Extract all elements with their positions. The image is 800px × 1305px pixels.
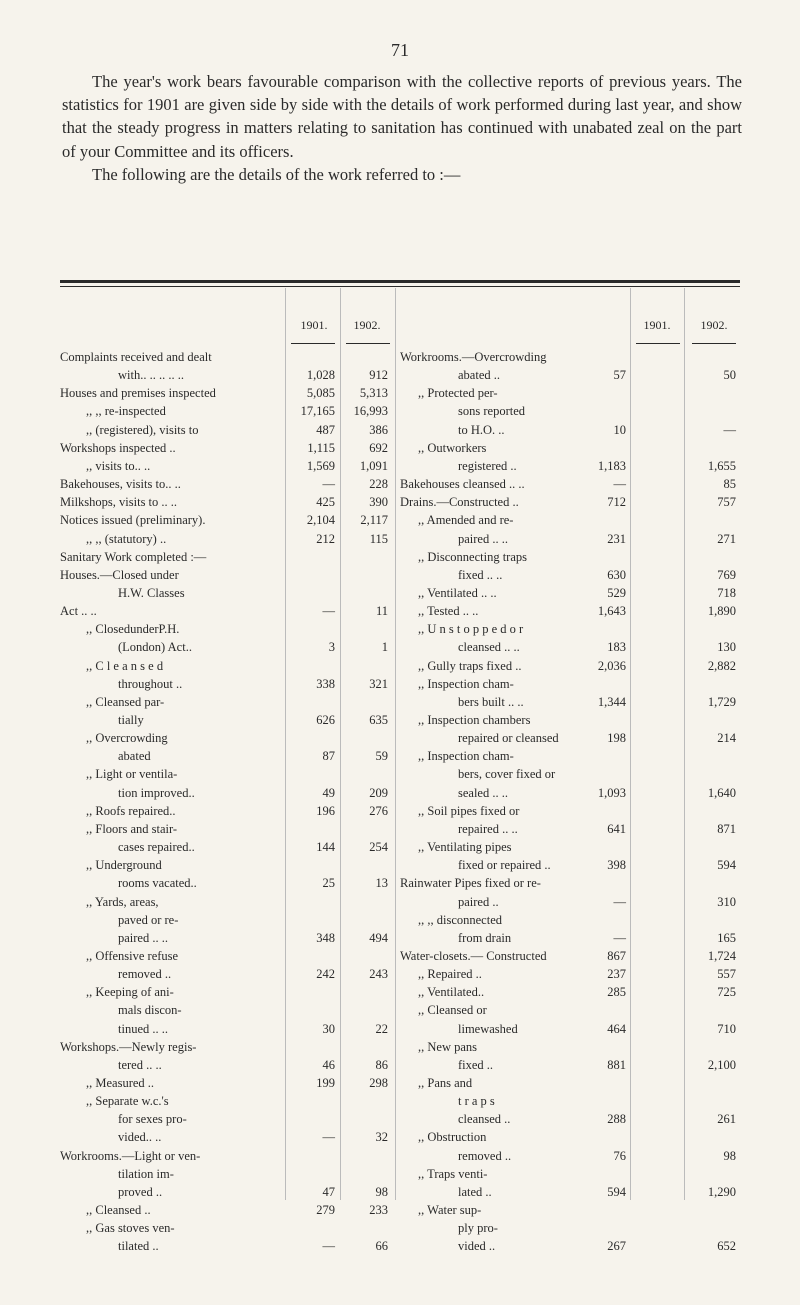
row-label: Bakehouses cleansed .. .. (400, 477, 525, 492)
table-row (0, 729, 800, 747)
table-row (0, 421, 800, 439)
row-label: ,, Separate w.c.'s (86, 1094, 169, 1109)
value-1901: 2,104 (306, 513, 335, 528)
value-1902: 718 (717, 585, 736, 600)
row-label: cleansed .. (458, 1112, 511, 1127)
row-label: ,, Outworkers (418, 440, 487, 455)
value-1902: 652 (717, 1239, 736, 1254)
value-1902: 725 (717, 985, 736, 1000)
value-1902: 13 (375, 876, 388, 891)
row-label: ,, Inspection cham- (418, 749, 514, 764)
table-row (0, 711, 800, 729)
row-label: ,, Cleansed par- (86, 694, 165, 709)
value-1902: 871 (717, 821, 736, 836)
row-label: ,, Cleansed .. (86, 1203, 151, 1218)
table-row (0, 838, 800, 856)
value-1901: 285 (607, 985, 626, 1000)
value-1902: 276 (369, 803, 388, 818)
row-label: ,, ,, (statutory) .. (86, 531, 167, 546)
value-1901: 30 (322, 1021, 335, 1036)
value-1901: 25 (322, 876, 335, 891)
table-row (0, 348, 800, 366)
value-1902: 98 (723, 1148, 736, 1163)
value-1901: 1,093 (597, 785, 626, 800)
row-label: throughout .. (118, 676, 183, 691)
value-1902: 50 (723, 368, 736, 383)
row-label: paved or re- (118, 912, 179, 927)
value-1901: — (322, 477, 335, 492)
table-row (0, 366, 800, 384)
row-label: ,, Gas stoves ven- (86, 1221, 175, 1236)
value-1902: 261 (717, 1112, 736, 1127)
value-1901: 10 (613, 422, 626, 437)
value-1902: 11 (375, 604, 388, 619)
table-top-rule-thin (60, 286, 740, 287)
value-1901: 881 (607, 1057, 626, 1072)
value-1902: 2,117 (360, 513, 388, 528)
value-1901: 144 (316, 840, 335, 855)
value-1901: 1,344 (597, 694, 626, 709)
table-row (0, 747, 800, 765)
row-label: ,, Underground (86, 858, 162, 873)
row-label: ,, Floors and stair- (86, 821, 178, 836)
row-label: ,, Ventilating pipes (418, 840, 512, 855)
row-label: abated .. (458, 368, 500, 383)
row-label: mals discon- (118, 1003, 182, 1018)
table-row (0, 584, 800, 602)
value-1901: 242 (316, 967, 335, 982)
row-label: ,, Measured .. (86, 1076, 155, 1090)
row-label: Workrooms.—Light or ven- (60, 1148, 201, 1163)
value-1902: 1,729 (707, 694, 736, 709)
row-label: fixed or repaired .. (458, 858, 551, 873)
row-label: rooms vacated.. (118, 876, 197, 891)
row-label: with.. .. .. .. .. (118, 368, 184, 383)
header-underline (346, 343, 390, 344)
row-label: repaired .. .. (458, 821, 518, 836)
value-1901: 46 (322, 1057, 335, 1072)
row-label: ,, Overcrowding (86, 731, 168, 746)
table-row (0, 693, 800, 711)
row-label: limewashed (458, 1021, 518, 1036)
table-row (0, 1237, 800, 1255)
value-1902: 1,890 (707, 604, 736, 619)
value-1902: — (723, 422, 736, 437)
table-row (0, 983, 800, 1001)
table-row (0, 493, 800, 511)
value-1902: 310 (717, 894, 736, 909)
table-row (0, 1020, 800, 1038)
value-1901: 76 (613, 1148, 626, 1163)
row-label: Milkshops, visits to .. .. (60, 495, 178, 510)
value-1901: — (322, 1130, 335, 1145)
row-label: Houses and premises inspected (60, 386, 216, 401)
value-1902: 5,313 (359, 386, 388, 401)
row-label: registered .. (458, 458, 517, 473)
value-1901: 1,183 (597, 458, 626, 473)
value-1901: 487 (316, 422, 335, 437)
value-1902: 66 (375, 1239, 388, 1254)
table-row (0, 530, 800, 548)
row-label: Workrooms.—Overcrowding (400, 350, 547, 364)
row-label: ,, Amended and re- (418, 513, 514, 528)
row-label: lated .. (458, 1184, 492, 1199)
value-1901: 398 (607, 858, 626, 873)
row-label: tilation im- (118, 1166, 174, 1181)
row-label: repaired or cleansed (458, 731, 559, 746)
value-1901: 279 (316, 1203, 335, 1218)
value-1901: 641 (607, 821, 626, 836)
row-label: ,, Ventilated .. .. (418, 585, 497, 600)
row-label: ,, C l e a n s e d (86, 658, 164, 673)
row-label: Water-closets.— Constructed (400, 948, 547, 963)
row-label: removed .. (118, 967, 172, 982)
table-row (0, 1201, 800, 1219)
value-1901: 87 (322, 749, 335, 764)
value-1901: 1,643 (597, 604, 626, 619)
row-label: ,, Yards, areas, (86, 894, 159, 909)
value-1901: 288 (607, 1112, 626, 1127)
row-label: ,, (registered), visits to (86, 422, 199, 437)
value-1902: 635 (369, 713, 388, 727)
row-label: tion improved.. (118, 785, 195, 800)
value-1902: 22 (375, 1021, 388, 1036)
table-row (0, 874, 800, 892)
row-label: t r a p s (458, 1094, 495, 1109)
row-label: tially (118, 713, 144, 727)
right-header-1901: 1901. (643, 318, 671, 332)
table-row (0, 402, 800, 420)
row-label: ,, New pans (418, 1039, 478, 1054)
intro-paragraph-2: The following are the details of the work referred to :— (92, 164, 461, 184)
row-label: Rainwater Pipes fixed or re- (400, 876, 541, 891)
value-1901: 198 (607, 731, 626, 746)
value-1902: 386 (369, 422, 388, 437)
table-row (0, 675, 800, 693)
row-label: to H.O. .. (458, 422, 505, 437)
value-1902: 209 (369, 785, 388, 800)
value-1902: 557 (717, 967, 736, 982)
header-underline (692, 343, 736, 344)
row-label: Bakehouses, visits to.. .. (60, 477, 181, 492)
table-row (0, 802, 800, 820)
value-1902: 1,640 (707, 785, 736, 800)
value-1901: 2,036 (597, 658, 626, 673)
row-label: ,, Disconnecting traps (418, 549, 528, 564)
row-label: ,, ,, disconnected (418, 912, 503, 927)
row-label: cleansed .. .. (458, 640, 520, 655)
value-1901: 425 (316, 495, 335, 510)
value-1902: 86 (375, 1057, 388, 1072)
row-label: (London) Act.. (118, 640, 192, 655)
value-1902: 390 (369, 495, 388, 510)
row-label: vided .. (458, 1239, 496, 1254)
table-row (0, 1056, 800, 1074)
table-row (0, 911, 800, 929)
table-row (0, 1128, 800, 1146)
row-label: ,, Pans and (418, 1076, 473, 1090)
row-label: paired .. (458, 894, 499, 909)
row-label: ,, Ventilated.. (418, 985, 485, 1000)
row-label: sons reported (458, 404, 525, 419)
table-row (0, 929, 800, 947)
value-1901: 17,165 (300, 404, 335, 419)
row-label: ,, Gully traps fixed .. (418, 658, 522, 673)
row-label: ,, Keeping of ani- (86, 985, 174, 1000)
value-1902: 165 (717, 930, 736, 945)
row-label: Drains.—Constructed .. (400, 495, 519, 510)
row-label: ,, Protected per- (418, 386, 498, 401)
row-label: ,, Cleansed or (418, 1003, 487, 1018)
row-label: ply pro- (458, 1221, 498, 1236)
table-row (0, 1219, 800, 1237)
row-label: sealed .. .. (458, 785, 508, 800)
row-label: ,, visits to.. .. (86, 458, 151, 473)
table-row (0, 947, 800, 965)
row-label: paired .. .. (118, 930, 168, 945)
value-1901: 867 (607, 948, 626, 963)
row-label: bers, cover fixed or (458, 767, 556, 782)
value-1901: 3 (328, 640, 335, 655)
table-row (0, 657, 800, 675)
row-label: proved .. (118, 1184, 163, 1199)
row-label: paired .. .. (458, 531, 508, 546)
row-label: for sexes pro- (118, 1112, 187, 1127)
value-1902: 298 (369, 1076, 388, 1090)
value-1902: 2,100 (707, 1057, 736, 1072)
row-label: ,, Water sup- (418, 1203, 482, 1218)
value-1901: 49 (322, 785, 335, 800)
value-1902: 769 (717, 567, 736, 582)
value-1901: — (322, 604, 335, 619)
row-label: ,, ClosedunderP.H. (86, 622, 180, 637)
table-row (0, 384, 800, 402)
table-row (0, 1147, 800, 1165)
row-label: Notices issued (preliminary). (60, 513, 206, 528)
page-number: 71 (391, 40, 409, 60)
row-label: ,, Obstruction (418, 1130, 487, 1145)
table-row (0, 1183, 800, 1201)
row-label: removed .. (458, 1148, 512, 1163)
value-1901: 348 (316, 930, 335, 945)
row-label: H.W. Classes (118, 585, 185, 600)
row-label: from drain (458, 930, 512, 945)
row-label: ,, Inspection chambers (418, 713, 531, 727)
table-row (0, 1001, 800, 1019)
row-label: Sanitary Work completed :— (60, 549, 207, 564)
value-1901: 338 (316, 676, 335, 691)
table-row (0, 620, 800, 638)
row-label: tinued .. .. (118, 1021, 168, 1036)
value-1902: 243 (369, 967, 388, 982)
value-1902: 321 (369, 676, 388, 691)
value-1902: 1,290 (707, 1184, 736, 1199)
table-row (0, 1038, 800, 1056)
table-row (0, 965, 800, 983)
value-1901: 712 (607, 495, 626, 510)
row-label: ,, Tested .. .. (418, 604, 479, 619)
value-1902: 1,655 (707, 458, 736, 473)
value-1902: 271 (717, 531, 736, 546)
value-1902: 2,882 (707, 658, 736, 673)
value-1902: 254 (369, 840, 388, 855)
value-1901: 1,115 (307, 440, 335, 455)
value-1901: 47 (322, 1184, 335, 1199)
value-1901: 1,028 (306, 368, 335, 383)
row-label: cases repaired.. (118, 840, 195, 855)
value-1902: 1 (381, 640, 388, 655)
row-label: Houses.—Closed under (60, 567, 179, 582)
value-1902: 98 (375, 1184, 388, 1199)
table-row (0, 439, 800, 457)
value-1902: 710 (717, 1021, 736, 1036)
value-1901: 626 (316, 713, 335, 727)
table-row (0, 457, 800, 475)
value-1902: 1,724 (707, 948, 736, 963)
row-label: ,, U n s t o p p e d o r (418, 622, 524, 637)
value-1901: 212 (316, 531, 335, 546)
table-top-rule (60, 280, 740, 283)
row-label: ,, ,, re-inspected (86, 404, 166, 419)
value-1902: 32 (375, 1130, 388, 1145)
left-header-1902: 1902. (353, 318, 381, 332)
value-1902: 757 (717, 495, 736, 510)
value-1902: 692 (369, 440, 388, 455)
value-1902: 228 (369, 477, 388, 492)
value-1902: 594 (717, 858, 736, 873)
header-underline (291, 343, 335, 344)
value-1901: 57 (613, 368, 626, 383)
row-label: ,, Offensive refuse (86, 948, 179, 963)
value-1901: 464 (607, 1021, 626, 1036)
value-1901: — (613, 894, 626, 909)
table-row (0, 566, 800, 584)
value-1902: 85 (723, 477, 736, 492)
row-label: Complaints received and dealt (60, 350, 212, 364)
table-row (0, 820, 800, 838)
table-row (0, 1092, 800, 1110)
table-row (0, 893, 800, 911)
table-row (0, 1074, 800, 1092)
table-row (0, 1165, 800, 1183)
row-label: ,, Inspection cham- (418, 676, 514, 691)
row-label: bers built .. .. (458, 694, 524, 709)
value-1901: 231 (607, 531, 626, 546)
value-1901: 196 (316, 803, 335, 818)
table-row (0, 475, 800, 493)
value-1902: 1,091 (359, 458, 388, 473)
value-1901: 267 (607, 1239, 626, 1254)
row-label: tilated .. (118, 1239, 159, 1254)
table-row (0, 1110, 800, 1128)
value-1901: 529 (607, 585, 626, 600)
value-1901: 594 (607, 1184, 626, 1199)
table-row (0, 856, 800, 874)
intro-text (62, 70, 742, 186)
header-underline (636, 343, 680, 344)
value-1901: 237 (607, 967, 626, 982)
row-label: Workshops inspected .. (60, 440, 176, 455)
value-1901: 5,085 (306, 386, 335, 401)
row-label: ,, Repaired .. (418, 967, 482, 982)
value-1902: 59 (375, 749, 388, 764)
table-row (0, 548, 800, 566)
row-label: vided.. .. (118, 1130, 162, 1145)
value-1901: — (322, 1239, 335, 1254)
value-1901: 183 (607, 640, 626, 655)
value-1902: 115 (369, 531, 388, 546)
row-label: Workshops.—Newly regis- (60, 1039, 197, 1054)
row-label: Act .. .. (60, 604, 97, 619)
value-1902: 16,993 (353, 404, 388, 419)
row-label: ,, Soil pipes fixed or (418, 803, 520, 818)
table-row (0, 511, 800, 529)
left-header-1901: 1901. (300, 318, 328, 332)
row-label: tered .. .. (118, 1057, 162, 1072)
table-row (0, 638, 800, 656)
table-row (0, 602, 800, 620)
value-1901: — (613, 477, 626, 492)
row-label: abated (118, 749, 151, 764)
value-1901: — (613, 930, 626, 945)
intro-paragraph-1: The year's work bears favourable comparison with the collective reports of previous years. The statistics for 1901 are given side by side with the details of work performed during last year, and show that the steady progress in matters relating to sanitation has continued with unabated zeal on the part of your Committee and its officers. (62, 72, 742, 161)
row-label: ,, Traps venti- (418, 1166, 488, 1181)
value-1902: 912 (369, 368, 388, 383)
value-1901: 630 (607, 567, 626, 582)
table-row (0, 784, 800, 802)
row-label: ,, Light or ventila- (86, 767, 178, 782)
row-label: fixed .. .. (458, 567, 503, 582)
value-1902: 494 (369, 930, 388, 945)
value-1902: 130 (717, 640, 736, 655)
row-label: fixed .. (458, 1057, 494, 1072)
right-header-1902: 1902. (700, 318, 728, 332)
table-row (0, 765, 800, 783)
value-1902: 214 (717, 731, 736, 746)
row-label: ,, Roofs repaired.. (86, 803, 176, 818)
value-1901: 199 (316, 1076, 335, 1090)
value-1902: 233 (369, 1203, 388, 1218)
value-1901: 1,569 (306, 458, 335, 473)
